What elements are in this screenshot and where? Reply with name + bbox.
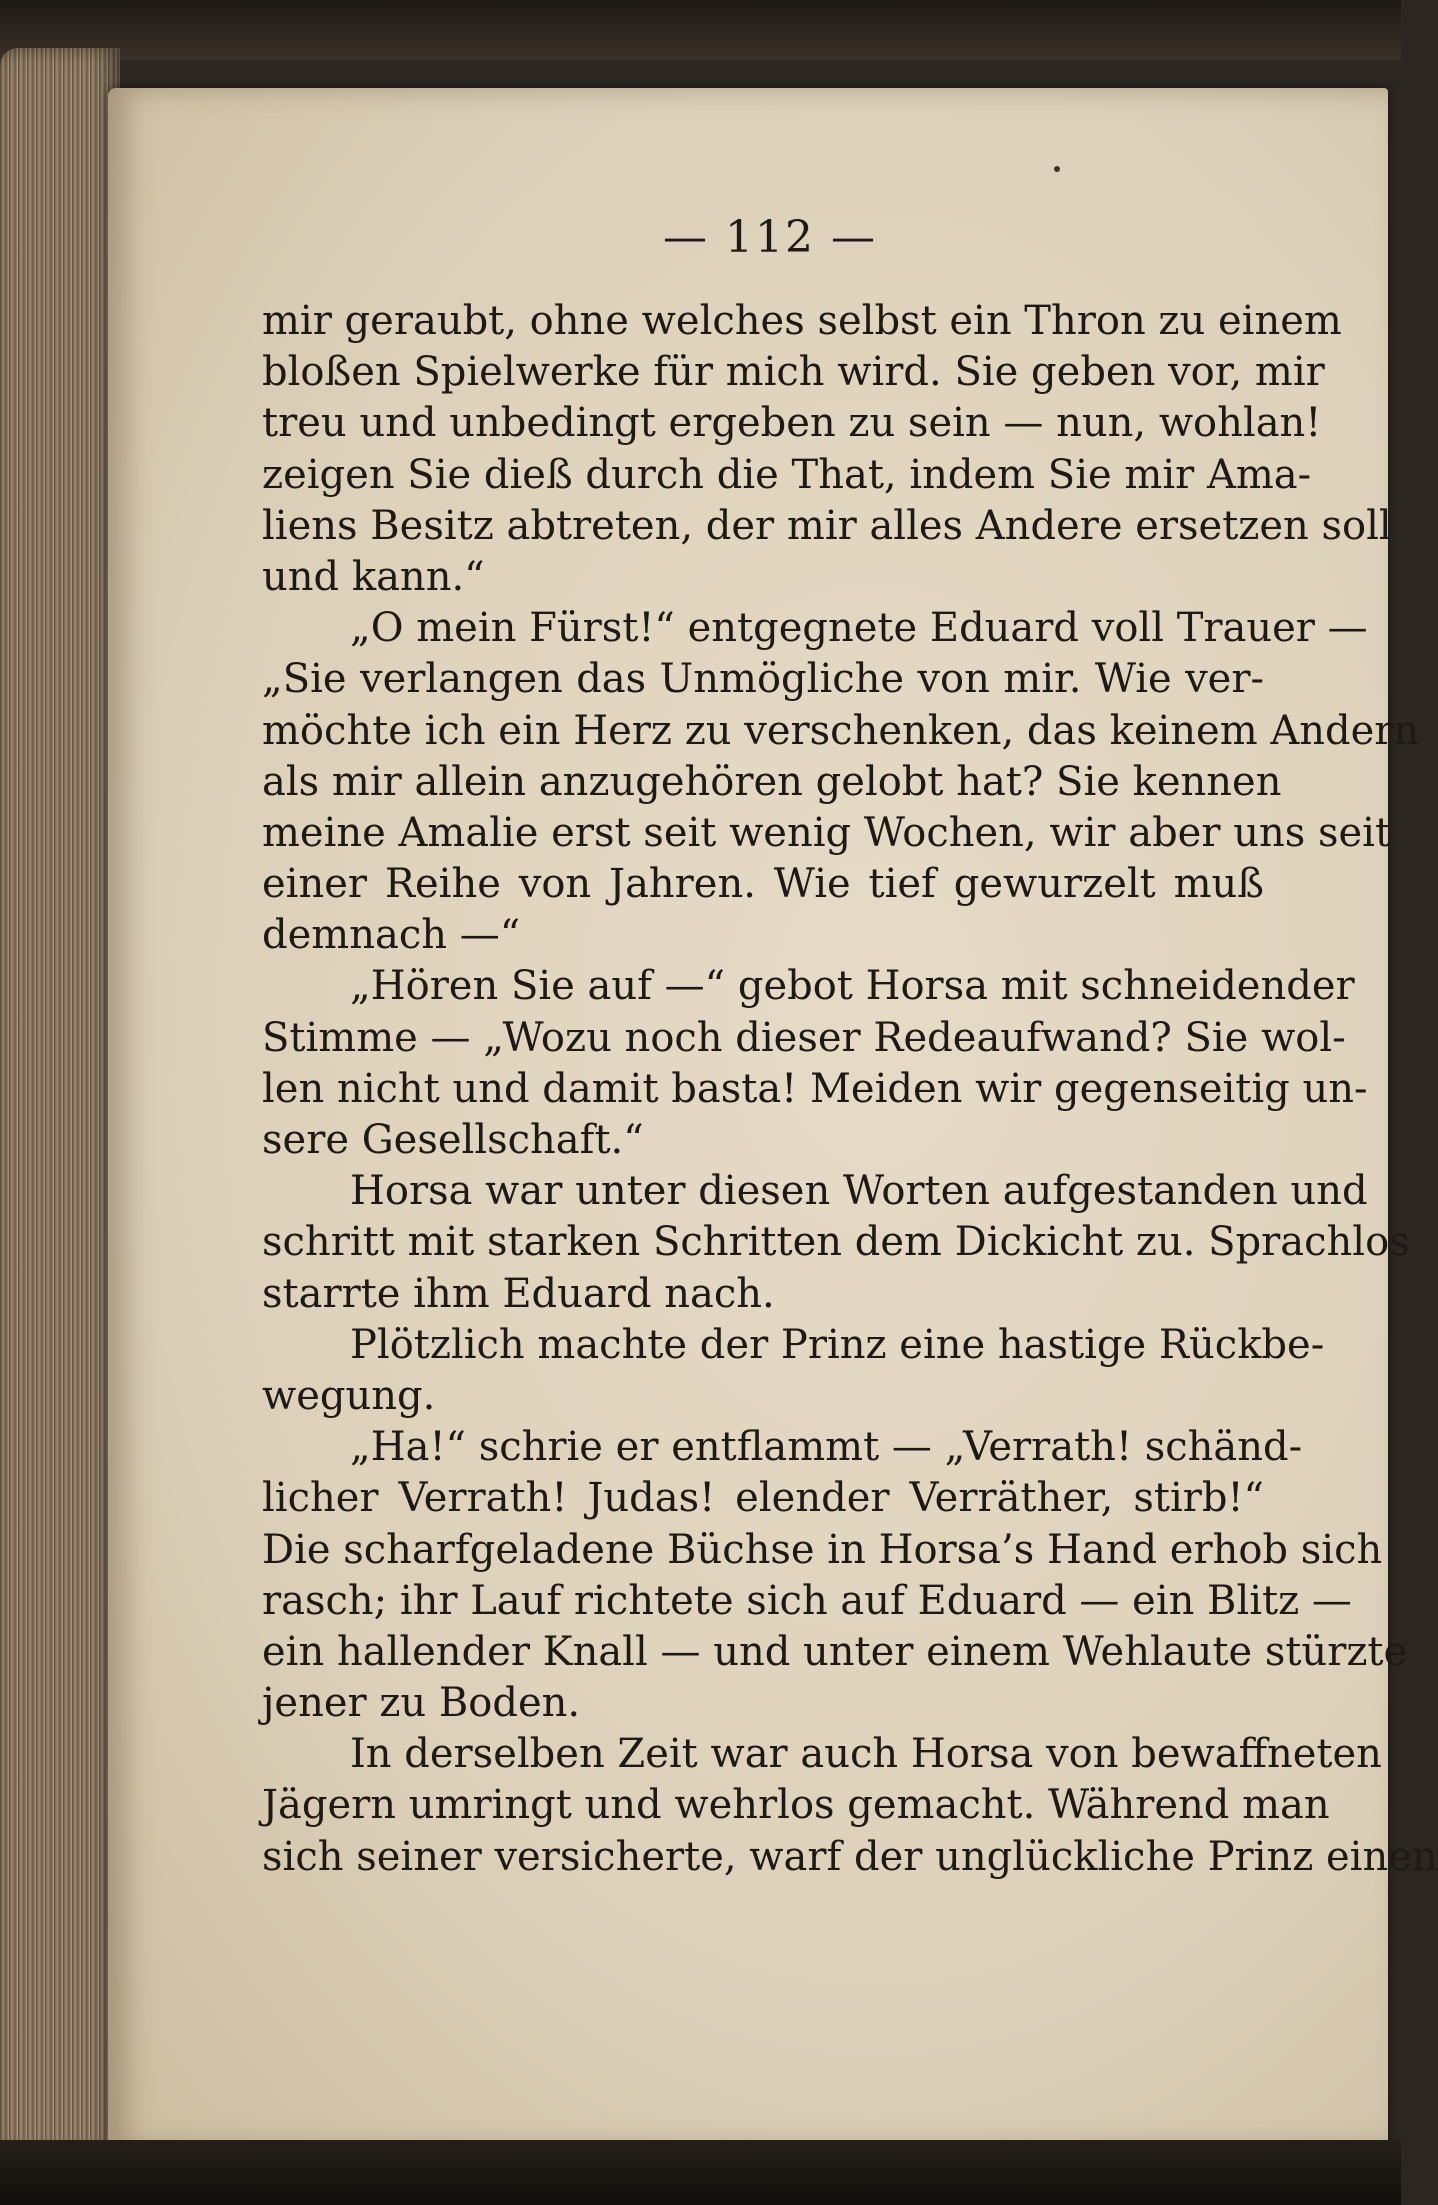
text-line: Plötzlich machte der Prinz eine hastige Rückbe- <box>350 1321 1325 1368</box>
ink-speck <box>1054 166 1060 172</box>
text-line: len nicht und damit basta! Meiden wir gegenseitig un- <box>262 1065 1368 1112</box>
text-line: zeigen Sie dieß durch die That, indem Sie mir Ama- <box>262 451 1312 498</box>
text-line: In derselben Zeit war auch Horsa von bewaffneten <box>350 1731 1382 1778</box>
book-page-edges <box>0 48 120 2158</box>
text-line: rasch; ihr Lauf richtete sich auf Eduard — ein Blitz — <box>262 1577 1352 1624</box>
body-text <box>262 296 1438 1883</box>
text-line: einer Reihe von Jahren. Wie tief gewurzelt muß <box>262 861 1264 908</box>
text-line: sich seiner versicherte, warf der unglückliche Prinz einen <box>262 1833 1438 1880</box>
text-line: meine Amalie erst seit wenig Wochen, wir aber uns seit <box>262 809 1392 856</box>
text-line: ein hallender Knall — und unter einem Wehlaute stürzte <box>262 1628 1408 1675</box>
text-line: als mir allein anzugehören gelobt hat? Sie kennen <box>262 758 1282 805</box>
text-line: „Sie verlangen das Unmögliche von mir. Wie ver- <box>262 656 1264 703</box>
text-line: mir geraubt, ohne welches selbst ein Thron zu einem <box>262 298 1342 344</box>
page-number: — 112 — <box>663 212 877 263</box>
text-line: Horsa war unter diesen Worten aufgestanden und <box>350 1168 1368 1215</box>
text-line: bloßen Spielwerke für mich wird. Sie geben vor, mir <box>262 349 1325 396</box>
text-line: und kann.“ <box>262 553 485 600</box>
text-line: „Ha!“ schrie er entflammt — „Verrath! schänd- <box>350 1424 1303 1471</box>
text-line: liens Besitz abtreten, der mir alles Andere ersetzen soll <box>262 502 1392 549</box>
text-line: schritt mit starken Schritten dem Dickicht zu. Sprachlos <box>262 1219 1410 1266</box>
text-line: sere Gesellschaft.“ <box>262 1117 644 1163</box>
text-line: Stimme — „Wozu noch dieser Redeaufwand? Sie wol- <box>262 1014 1346 1061</box>
text-line: treu und unbedingt ergeben zu sein — nun, wohlan! <box>262 400 1322 447</box>
text-line: wegung. <box>262 1372 436 1419</box>
text-line: „O mein Fürst!“ entgegnete Eduard voll Trauer — <box>350 605 1368 652</box>
scanner-background-top <box>0 0 1401 60</box>
text-line: demnach —“ <box>262 912 521 959</box>
text-line: starrte ihm Eduard nach. <box>262 1270 775 1317</box>
text-line: licher Verrath! Judas! elender Verräther, stirb!“ <box>262 1475 1264 1522</box>
text-line: Jägern umringt und wehrlos gemacht. Während man <box>262 1782 1330 1829</box>
text-line: „Hören Sie auf —“ gebot Horsa mit schneidender <box>350 963 1355 1010</box>
text-line: möchte ich ein Herz zu verschenken, das keinem Andern <box>262 707 1420 754</box>
scanner-background-bottom <box>0 2140 1401 2205</box>
text-line: jener zu Boden. <box>262 1680 581 1727</box>
text-line: Die scharfgeladene Büchse in Horsa’s Hand erhob sich <box>262 1526 1383 1573</box>
